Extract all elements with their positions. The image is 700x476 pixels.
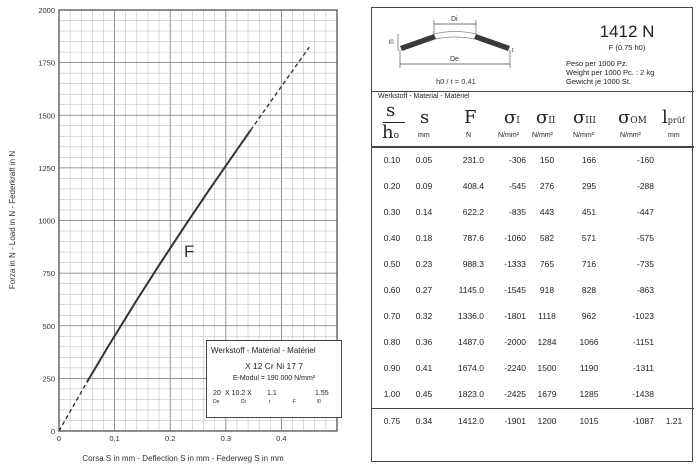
y-tick-label: 0: [50, 427, 55, 436]
cell-s: 0.14: [415, 207, 433, 217]
final-cell-s-h0: 0.75: [383, 416, 401, 426]
col-symbol-h0: ho: [382, 122, 400, 143]
material-box-dims: [211, 390, 337, 410]
dim-di: X 10.2 X: [225, 390, 252, 397]
cell-sigma-iii: 716: [581, 259, 597, 269]
cell-f: 787.6: [462, 233, 484, 243]
col-unit-s: mm: [418, 132, 430, 139]
table-row: [372, 226, 694, 252]
material-box-material: X 12 Cr Ni 17 7: [244, 361, 304, 371]
cell-sigma-om: -575: [636, 233, 654, 243]
cell-f: 1487.0: [458, 337, 484, 347]
cell-s: 0.41: [415, 363, 433, 373]
cell-f: 1823.0: [458, 389, 484, 399]
weight-line-2: Weight per 1000 Pc. : 2 kg: [566, 68, 655, 77]
cell-f: 408.4: [462, 181, 484, 191]
y-tick-label: 1500: [38, 111, 55, 121]
table-body: [372, 148, 694, 408]
cell-s-h0: 0.30: [383, 207, 401, 217]
cell-sigma-iii: 571: [581, 233, 597, 243]
cell-s: 0.27: [415, 285, 433, 295]
y-tick-label: 1000: [38, 216, 55, 226]
x-tick-label: 0.4: [276, 434, 287, 443]
table-row: [372, 382, 694, 408]
spring-load-title: 1412 N: [599, 22, 655, 41]
cell-sigma-i: -1545: [504, 285, 526, 295]
y-tick-label: 1250: [38, 163, 55, 173]
final-cell-lpruef: 1.21: [665, 416, 683, 426]
cell-s: 0.36: [415, 337, 433, 347]
cell-s-h0: 0.20: [383, 181, 401, 191]
spring-right-wing: [474, 34, 510, 51]
cell-sigma-i: -2000: [504, 337, 526, 347]
cell-s: 0.23: [415, 259, 433, 269]
cell-sigma-om: -447: [636, 207, 654, 217]
table-row: [372, 252, 694, 278]
y-tick-label: 750: [42, 269, 55, 279]
col-unit-sigma-ii: N/mm²: [532, 132, 553, 139]
cell-sigma-om: -735: [636, 259, 654, 269]
col-header-sigma-ii: σII N/mm²: [532, 107, 556, 139]
col-unit-sigma-i: N/mm²: [498, 132, 519, 139]
cell-sigma-i: -1060: [504, 233, 526, 243]
cell-s-h0: 0.80: [383, 337, 401, 347]
col-unit-sigma-iii: N/mm²: [573, 132, 594, 139]
cell-sigma-ii: 1500: [537, 363, 557, 373]
cell-sigma-om: -1023: [632, 311, 654, 321]
l0-label: l0: [389, 40, 394, 46]
table-row: [372, 200, 694, 226]
cell-sigma-ii: 276: [539, 181, 555, 191]
col-header-sigma-om: σOM N/mm²: [618, 107, 647, 139]
cell-s-h0: 0.40: [383, 233, 401, 243]
cell-f: 622.2: [462, 207, 484, 217]
col-header-f: F N: [464, 107, 477, 139]
sub-l0: l0: [317, 399, 321, 405]
cell-sigma-ii: 1118: [538, 311, 556, 321]
table-row: [372, 278, 694, 304]
de-label: De: [450, 56, 459, 63]
cell-s: 0.09: [415, 181, 433, 191]
h0-t-ratio: h0 / t = 0.41: [436, 77, 476, 86]
cell-f: 1336.0: [458, 311, 484, 321]
table-row: [372, 356, 694, 382]
final-cell-sigma-i: -1901: [504, 416, 526, 426]
cell-sigma-ii: 150: [539, 155, 555, 165]
sub-f: F: [293, 399, 297, 405]
cell-sigma-iii: 451: [581, 207, 597, 217]
cell-sigma-i: -1801: [504, 311, 526, 321]
cell-sigma-iii: 1066: [579, 337, 599, 347]
cell-s-h0: 0.10: [383, 155, 401, 165]
t-label: t: [512, 48, 514, 54]
final-cell-s: 0.34: [415, 416, 433, 426]
col-header-s: s mm: [418, 107, 430, 139]
curve-label-f: F: [184, 242, 195, 261]
cell-f: 1674.0: [458, 363, 484, 373]
cell-sigma-iii: 295: [581, 181, 597, 191]
cell-sigma-i: -1333: [504, 259, 526, 269]
sub-t: t: [269, 399, 271, 405]
final-cell-f: 1412.0: [458, 416, 484, 426]
cell-sigma-om: -1311: [632, 363, 654, 373]
cell-s-h0: 0.90: [383, 363, 401, 373]
cell-s: 0.05: [415, 155, 433, 165]
col-header-s-h0: [382, 100, 406, 144]
series-line-extrapolated: [251, 47, 309, 130]
cell-f: 988.3: [462, 259, 484, 269]
dim-t: 1.1: [267, 390, 277, 397]
col-header-lpruef: lprüf mm: [662, 107, 685, 139]
cell-sigma-om: -1151: [632, 337, 654, 347]
cell-sigma-iii: 962: [581, 311, 597, 321]
x-tick-label: 0.2: [164, 434, 176, 443]
x-axis-label: Corsa S in mm - Deflection S in mm - Federweg S in mm: [82, 454, 284, 463]
spring-data-table: [371, 7, 693, 462]
y-tick-label: 500: [42, 321, 55, 331]
col-unit-lpruef: mm: [668, 132, 680, 139]
cell-sigma-iii: 1190: [579, 363, 599, 373]
cell-sigma-ii: 1679: [537, 389, 557, 399]
cell-sigma-ii: 443: [539, 207, 555, 217]
cell-s: 0.32: [415, 311, 433, 321]
cell-sigma-i: -545: [508, 181, 526, 191]
material-info-box: [206, 340, 342, 418]
disc-spring-diagram: [378, 8, 518, 92]
cell-f: 231.0: [462, 155, 484, 165]
cell-sigma-iii: 166: [581, 155, 597, 165]
col-header-sigma-i: σI N/mm²: [498, 107, 520, 139]
material-box-modulus: E-Modul = 190 000 N/mm²: [232, 375, 316, 382]
table-row: [372, 330, 694, 356]
spring-diagram-section: [372, 8, 694, 92]
cell-sigma-ii: 918: [539, 285, 555, 295]
table-row: [372, 174, 694, 200]
cell-sigma-i: -2425: [504, 389, 526, 399]
table-header: [372, 92, 694, 148]
cell-sigma-iii: 1285: [579, 389, 599, 399]
weight-line-1: Peso per 1000 Pz.: [566, 59, 628, 68]
x-tick-label: 0: [56, 434, 62, 443]
series-line-extrapolated: [59, 382, 87, 431]
spring-left-wing: [400, 34, 436, 51]
sub-di: Di: [241, 399, 246, 405]
cell-s-h0: 0.70: [383, 311, 401, 321]
cell-sigma-i: -2240: [504, 363, 526, 373]
y-tick-label: 250: [42, 374, 55, 384]
y-tick-label: 1750: [38, 58, 55, 68]
cell-sigma-om: -1438: [632, 389, 654, 399]
cell-s: 0.18: [415, 233, 433, 243]
cell-sigma-ii: 582: [539, 233, 555, 243]
final-cell-sigma-ii: 1200: [537, 416, 557, 426]
table-row: [372, 148, 694, 174]
final-cell-sigma-om: -1087: [632, 416, 654, 426]
y-tick-label: 2000: [38, 6, 55, 15]
col-unit-sigma-om: N/mm²: [620, 132, 641, 139]
cell-sigma-ii: 1284: [537, 337, 557, 347]
dim-de: 20: [213, 390, 221, 397]
spring-load-subtitle: F (0.75 h0): [608, 43, 646, 52]
cell-s-h0: 1.00: [383, 389, 401, 399]
sub-de: De: [213, 399, 220, 405]
dim-l0: 1.55: [315, 390, 329, 397]
cell-sigma-i: -835: [508, 207, 526, 217]
col-unit-f: N: [466, 132, 472, 139]
cell-sigma-om: -160: [636, 155, 654, 165]
cell-sigma-iii: 828: [581, 285, 597, 295]
weight-line-3: Gewicht je 1000 St.: [566, 77, 632, 86]
cell-sigma-om: -863: [636, 285, 654, 295]
y-axis-label: Forza in N - Load in N - Federkraft in N: [8, 150, 17, 290]
cell-s-h0: 0.60: [383, 285, 401, 295]
col-header-sigma-iii: σIII N/mm²: [573, 107, 596, 139]
table-row: [372, 304, 694, 330]
material-box-title: Werkstoff - Material - Matériel: [211, 346, 316, 355]
x-tick-label: 0.1: [109, 434, 120, 443]
cell-sigma-i: -306: [508, 155, 526, 165]
cell-f: 1145.0: [458, 285, 484, 295]
cell-s: 0.45: [415, 389, 433, 399]
table-final-row: [372, 408, 694, 435]
final-cell-sigma-iii: 1015: [579, 416, 599, 426]
table-material-header: Werkstoff - Material - Matériel: [378, 93, 470, 100]
cell-sigma-om: -288: [636, 181, 654, 191]
di-label: Di: [451, 16, 458, 23]
col-symbol-s-top: s: [386, 100, 396, 121]
cell-sigma-ii: 765: [539, 259, 555, 269]
x-tick-label: 0.3: [220, 434, 232, 443]
cell-s-h0: 0.50: [383, 259, 401, 269]
